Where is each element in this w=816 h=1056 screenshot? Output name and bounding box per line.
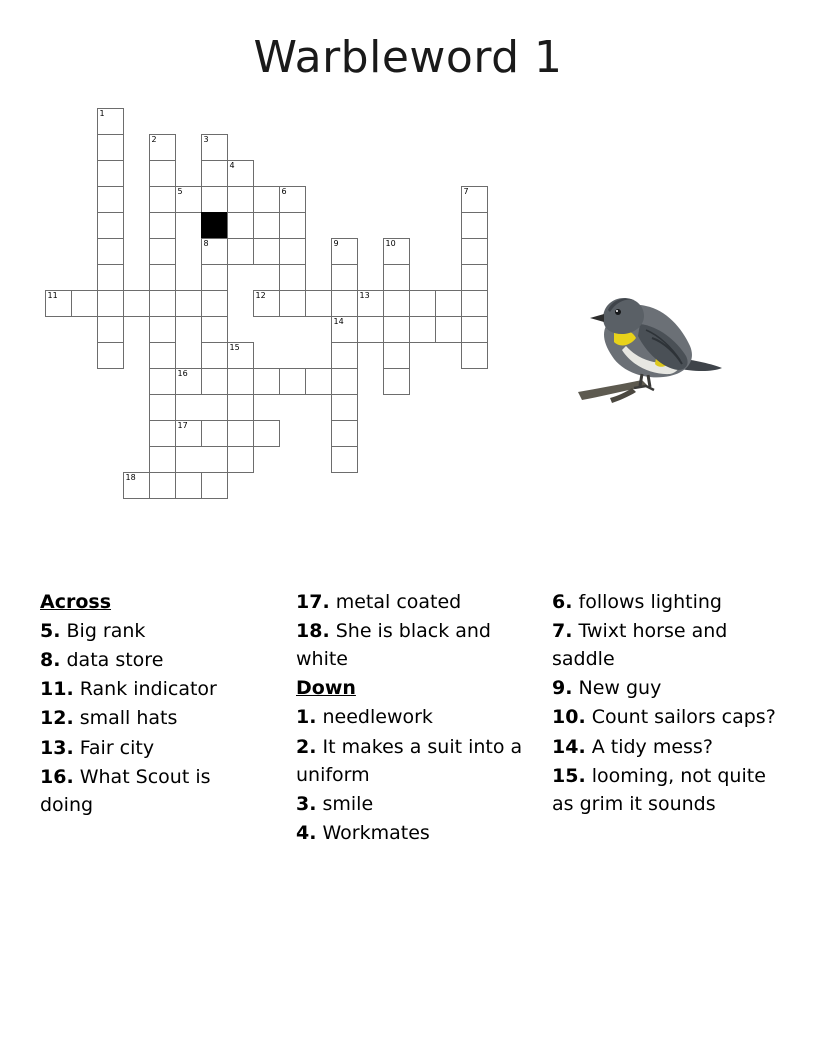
clue-across-7 [296, 588, 524, 616]
grid-cell[interactable] [253, 290, 280, 317]
grid-cell[interactable] [71, 290, 98, 317]
grid-cell[interactable] [461, 186, 488, 213]
grid-cell[interactable] [97, 212, 124, 239]
clue-number: 6. [552, 591, 573, 613]
clue-text: follows lighting [578, 591, 722, 613]
clue-number: 1. [296, 706, 317, 729]
clue-number: 13. [40, 736, 74, 759]
clue-text: She is black and white [296, 620, 491, 671]
clue-down-7 [552, 674, 780, 702]
grid-cell[interactable] [279, 264, 306, 291]
grid-cell-number: 17 [177, 421, 188, 430]
grid-cell-number: 14 [333, 317, 344, 326]
grid-cell[interactable] [227, 394, 254, 421]
grid-cell[interactable] [175, 472, 202, 499]
clue-text: It makes a suit into a uniform [296, 735, 523, 786]
grid-cell-number: 7 [463, 187, 469, 196]
grid-cell[interactable] [97, 264, 124, 291]
grid-cell-number: 2 [151, 135, 157, 144]
grid-cell[interactable] [409, 290, 436, 317]
grid-cell[interactable] [435, 290, 462, 317]
clue-text: A tidy mess? [591, 735, 713, 758]
grid-cell[interactable] [227, 186, 254, 213]
clue-down-10 [552, 762, 780, 818]
grid-cell[interactable] [201, 342, 228, 369]
clue-down-4 [296, 819, 524, 847]
clue-text: Count sailors caps? [591, 706, 776, 729]
grid-cell-number: 10 [385, 239, 396, 248]
grid-cell-number: 9 [333, 239, 339, 248]
grid-cell[interactable] [383, 290, 410, 317]
grid-cell[interactable] [97, 160, 124, 187]
clue-down-2 [296, 733, 524, 789]
clue-number: 12. [40, 707, 74, 730]
grid-cell[interactable] [175, 368, 202, 395]
clue-down-3 [296, 790, 524, 818]
grid-cell[interactable] [331, 290, 358, 317]
clue-across-5 [40, 734, 268, 762]
clue-across-4 [40, 704, 268, 732]
clue-down-9 [552, 733, 780, 761]
grid-cell[interactable] [149, 160, 176, 187]
clue-text: looming, not quite as grim it sounds [552, 764, 766, 815]
grid-cell[interactable] [461, 212, 488, 239]
grid-cell-number: 5 [177, 187, 183, 196]
grid-cell[interactable] [331, 342, 358, 369]
grid-cell[interactable] [331, 446, 358, 473]
grid-cell[interactable] [383, 238, 410, 265]
grid-cell[interactable] [253, 368, 280, 395]
grid-cell[interactable] [201, 264, 228, 291]
grid-cell[interactable] [331, 238, 358, 265]
grid-block-cell [201, 212, 228, 239]
grid-cell[interactable] [279, 368, 306, 395]
grid-cell[interactable] [97, 134, 124, 161]
grid-cell[interactable] [149, 472, 176, 499]
clue-down-5 [552, 588, 780, 616]
grid-cell[interactable] [227, 368, 254, 395]
grid-cell[interactable] [149, 446, 176, 473]
grid-cell[interactable] [149, 420, 176, 447]
grid-cell[interactable] [383, 368, 410, 395]
grid-cell-number: 6 [281, 187, 287, 196]
grid-cell[interactable] [331, 316, 358, 343]
grid-cell[interactable] [357, 290, 384, 317]
clue-text: Fair city [79, 736, 155, 759]
grid-cell[interactable] [123, 290, 150, 317]
grid-cell[interactable] [97, 316, 124, 343]
grid-cell[interactable] [227, 342, 254, 369]
grid-cell[interactable] [201, 368, 228, 395]
clue-number: 4. [296, 821, 317, 844]
clue-number: 11. [40, 678, 74, 701]
grid-cell[interactable] [279, 186, 306, 213]
clue-number: 7. [552, 620, 573, 643]
grid-cell-number: 4 [229, 161, 235, 170]
clue-down-6 [552, 617, 780, 673]
grid-cell[interactable] [253, 186, 280, 213]
grid-cell[interactable] [201, 290, 228, 317]
grid-cell[interactable] [461, 290, 488, 317]
grid-cell[interactable] [149, 342, 176, 369]
grid-cell[interactable] [461, 264, 488, 291]
grid-cell[interactable] [201, 316, 228, 343]
grid-cell[interactable] [383, 264, 410, 291]
grid-cell[interactable] [149, 290, 176, 317]
grid-cell[interactable] [175, 290, 202, 317]
grid-cell[interactable] [45, 290, 72, 317]
clue-text: Big rank [66, 620, 146, 643]
warbler-bird-photo [570, 280, 730, 410]
grid-cell[interactable] [149, 134, 176, 161]
clue-number: 17. [296, 591, 330, 613]
grid-cell-number: 16 [177, 369, 188, 378]
grid-cell[interactable] [201, 160, 228, 187]
clue-text: Workmates [322, 821, 430, 844]
clue-number: 16. [40, 765, 74, 788]
grid-cell[interactable] [383, 316, 410, 343]
clue-down-1 [296, 703, 524, 731]
clue-across-2 [40, 646, 268, 674]
down-heading: Down [296, 677, 356, 700]
grid-cell[interactable] [331, 368, 358, 395]
clue-text: Twixt horse and saddle [552, 620, 728, 671]
grid-cell-number: 3 [203, 135, 209, 144]
grid-cell[interactable] [279, 290, 306, 317]
grid-cell[interactable] [97, 238, 124, 265]
grid-cell[interactable] [357, 316, 384, 343]
grid-cell[interactable] [201, 420, 228, 447]
page-title: Warbleword 1 [253, 32, 563, 83]
clue-text: metal coated [335, 591, 462, 613]
grid-cell[interactable] [253, 238, 280, 265]
clue-number: 9. [552, 677, 573, 700]
clue-number: 3. [296, 792, 317, 815]
grid-cell-number: 1 [99, 109, 105, 118]
clue-number: 5. [40, 620, 61, 643]
clue-number: 18. [296, 620, 330, 643]
clue-down-8 [552, 703, 780, 731]
grid-cell[interactable] [279, 212, 306, 239]
grid-cell[interactable] [461, 238, 488, 265]
grid-cell[interactable] [149, 186, 176, 213]
grid-cell-number: 12 [255, 291, 266, 300]
grid-cell[interactable] [305, 290, 332, 317]
grid-cell-number: 8 [203, 239, 209, 248]
clue-text: Rank indicator [79, 678, 217, 701]
grid-cell[interactable] [123, 472, 150, 499]
grid-cell[interactable] [149, 316, 176, 343]
grid-cell[interactable] [227, 420, 254, 447]
grid-cell[interactable] [435, 316, 462, 343]
grid-cell[interactable] [227, 238, 254, 265]
grid-cell-number: 11 [47, 291, 58, 300]
grid-cell[interactable] [175, 420, 202, 447]
grid-cell[interactable] [201, 472, 228, 499]
grid-cell[interactable] [305, 368, 332, 395]
grid-cell[interactable] [461, 342, 488, 369]
grid-cell[interactable] [331, 420, 358, 447]
clue-text: data store [66, 649, 164, 672]
grid-cell[interactable] [201, 238, 228, 265]
clue-text: New guy [578, 677, 662, 700]
grid-cell[interactable] [149, 264, 176, 291]
grid-cell[interactable] [97, 342, 124, 369]
grid-cell-number: 13 [359, 291, 370, 300]
grid-cell[interactable] [331, 264, 358, 291]
clue-across-6 [40, 763, 268, 819]
grid-cell[interactable] [227, 446, 254, 473]
clue-across-8 [296, 617, 524, 673]
clue-across-3 [40, 675, 268, 703]
clue-number: 14. [552, 735, 586, 758]
grid-cell[interactable] [149, 212, 176, 239]
grid-cell[interactable] [97, 290, 124, 317]
grid-cell[interactable] [409, 316, 436, 343]
across-heading: Across [40, 591, 112, 613]
clue-number: 10. [552, 706, 586, 729]
grid-cell[interactable] [227, 160, 254, 187]
grid-cell[interactable] [383, 342, 410, 369]
clue-number: 2. [296, 735, 317, 758]
clue-text: small hats [79, 707, 178, 730]
grid-cell[interactable] [97, 186, 124, 213]
grid-cell[interactable] [253, 420, 280, 447]
clue-text: What Scout is doing [40, 765, 211, 816]
grid-cell[interactable] [97, 108, 124, 135]
clue-number: 15. [552, 764, 586, 787]
clue-across-1 [40, 617, 268, 645]
grid-cell[interactable] [461, 316, 488, 343]
grid-cell-number: 18 [125, 473, 136, 482]
grid-cell[interactable] [149, 368, 176, 395]
grid-cell[interactable] [331, 394, 358, 421]
grid-cell[interactable] [149, 238, 176, 265]
grid-cell-number: 15 [229, 343, 240, 352]
clue-text: needlework [322, 706, 433, 729]
clue-text: smile [322, 792, 374, 815]
grid-cell[interactable] [201, 134, 228, 161]
grid-cell[interactable] [149, 394, 176, 421]
clue-list [40, 588, 780, 847]
grid-cell[interactable] [175, 186, 202, 213]
grid-cell[interactable] [227, 212, 254, 239]
grid-cell[interactable] [201, 186, 228, 213]
grid-cell[interactable] [279, 238, 306, 265]
clue-number: 8. [40, 649, 61, 672]
